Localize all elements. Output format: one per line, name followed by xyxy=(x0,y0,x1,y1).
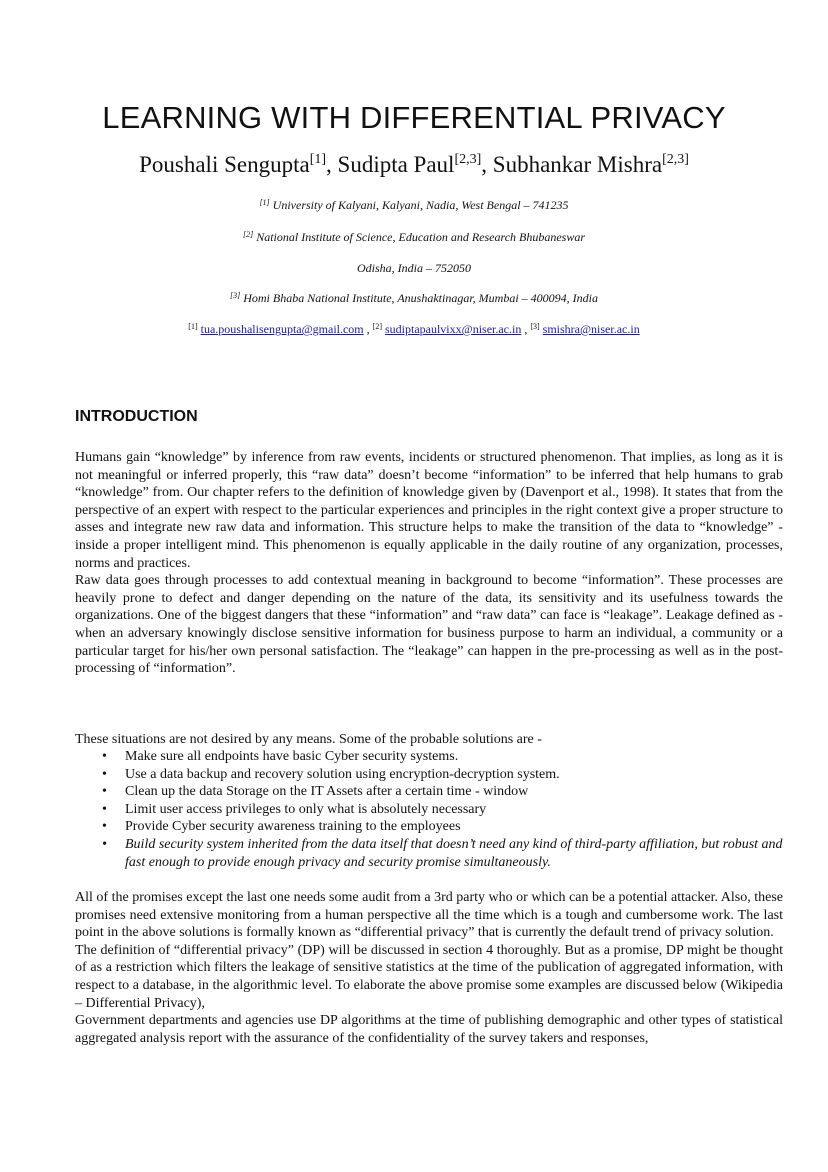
email-marker: [3] xyxy=(530,322,540,331)
author-separator: , xyxy=(326,152,338,177)
affiliation-line xyxy=(0,229,828,245)
solutions-intro xyxy=(75,731,783,749)
bullet-marker: • xyxy=(102,836,107,852)
list-item-text: Provide Cyber security awareness training to the employees xyxy=(125,819,461,835)
email-marker: [2] xyxy=(372,322,382,331)
affiliation-line xyxy=(0,197,828,213)
affiliation-text: University of Kalyani, Kalyani, Nadia, West Bengal – 741235 xyxy=(272,198,569,212)
author-affiliation-marker: [1] xyxy=(309,152,327,167)
email-line xyxy=(0,321,828,337)
bullet-marker: • xyxy=(102,819,107,835)
affiliation-marker: [1] xyxy=(259,198,270,207)
email-link[interactable]: smishra@niser.ac.in xyxy=(542,322,640,336)
author-name: Sudipta Paul xyxy=(337,152,455,177)
paragraph: All of the promises except the last one needs some audit from a 3rd party who or which can be a potential attacker. Also, these promises need extensive monitoring from a human perspective all the time which is a tough and cumbersome work. The last point in the above solutions is formally known as “differential privacy” that is currently the default trend of privacy solution. xyxy=(75,890,783,941)
email-marker: [1] xyxy=(188,322,198,331)
bullet-marker: • xyxy=(102,801,107,817)
list-item xyxy=(75,748,783,766)
author-name: Subhankar Mishra xyxy=(492,152,663,177)
bullet-marker: • xyxy=(102,766,107,782)
affiliation-text: Odisha, India – 752050 xyxy=(357,261,471,275)
paragraph: The definition of “differential privacy” (DP) will be discussed in section 4 thoroughly. But as a promise, DP might be thought of as a restriction which filters the leakage of sensitive statistics at the time of the publication of aggregated information, with respect to a database, in the algorithmic level. To elaborate the above promise some examples are discussed below (Wikipedia – Differential Privacy), xyxy=(75,942,783,1011)
author-line xyxy=(0,151,828,179)
list-item xyxy=(75,818,783,836)
author-affiliation-marker: [2,3] xyxy=(454,152,482,167)
list-item xyxy=(75,766,783,784)
email-separator: , xyxy=(363,322,373,336)
paragraph: Government departments and agencies use DP algorithms at the time of publishing demographic and other types of statistical aggregated analysis report with the assurance of the confidentiality of the survey takers and responses, xyxy=(75,1013,783,1046)
list-item-text: Limit user access privileges to only what is absolutely necessary xyxy=(125,801,487,817)
body-text-block-2 xyxy=(75,889,783,1047)
email-link[interactable]: tua.poushalisengupta@gmail.com xyxy=(200,322,364,336)
author-separator: , xyxy=(481,152,493,177)
affiliation-marker: [3] xyxy=(229,291,241,300)
affiliation-line xyxy=(0,290,828,306)
author-affiliation-marker: [2,3] xyxy=(662,152,689,167)
email-separator: , xyxy=(521,322,531,336)
body-text-block-1 xyxy=(75,449,783,678)
paper-title: LEARNING WITH DIFFERENTIAL PRIVACY xyxy=(102,100,726,135)
list-item-text: Make sure all endpoints have basic Cyber security systems. xyxy=(125,749,459,764)
paragraph: Raw data goes through processes to add contextual meaning in background to become “information”. These processes are heavily prone to defect and danger depending on the nature of the data, its sensitivity and its usefulness towards the organizations. One of the biggest dangers that these “information” and “raw data” can face is “leakage”. Leakage defined as - when an adversary knowingly disclose sensitive information for business purpose to harm an individual, a community or a particular target for his/her own personal satisfaction. The “leakage” can happen in the pre-processing as well as in the post- processing of “information”. xyxy=(75,573,783,677)
list-item xyxy=(75,783,783,801)
list-item xyxy=(75,836,783,871)
affiliation-text: Homi Bhaba National Institute, Anushaktinagar, Mumbai – 400094, India xyxy=(243,291,598,305)
solutions-list xyxy=(75,748,783,871)
author-name: Poushali Sengupta xyxy=(139,152,310,177)
list-item-text: Clean up the data Storage on the IT Assets after a certain time - window xyxy=(125,784,529,800)
section-heading: INTRODUCTION xyxy=(75,408,198,425)
affiliation-line xyxy=(0,260,828,276)
list-item-text: Build security system inherited from the data itself that doesn’t need any kind of third-party affiliation, but robust and fast enough to provide enough privacy and security promise simultaneously. xyxy=(125,836,783,870)
list-item-text: Use a data backup and recovery solution using encryption-decryption system. xyxy=(125,766,560,782)
affiliation-text: National Institute of Science, Education and Research Bhubaneswar xyxy=(256,230,586,244)
bullet-marker: • xyxy=(102,784,107,800)
bullet-marker: • xyxy=(102,749,107,764)
paragraph: Humans gain “knowledge” by inference from raw events, incidents or structured phenomenon. That implies, as long as it is not meaningful or inferred properly, this “raw data” doesn’t become “information” to be inferred that help humans to grab “knowledge” from. Our chapter refers to the definition of knowledge given by (Davenport et al., 1998). It states that from the perspective of an expert with respect to the particular experiences and principles in the right context give a proper structure to asses and integrate new raw data and information. This structure helps to make the transition of the data to “knowledge” - inside a proper intelligent mind. This phenomenon is equally applicable in the daily routine of any organization, processes, norms and practices. xyxy=(75,450,783,571)
email-link[interactable]: sudiptapaulvixx@niser.ac.in xyxy=(384,322,522,336)
list-item xyxy=(75,801,783,819)
paragraph: These situations are not desired by any means. Some of the probable solutions are - xyxy=(75,732,542,747)
affiliation-marker: [2] xyxy=(242,230,254,239)
